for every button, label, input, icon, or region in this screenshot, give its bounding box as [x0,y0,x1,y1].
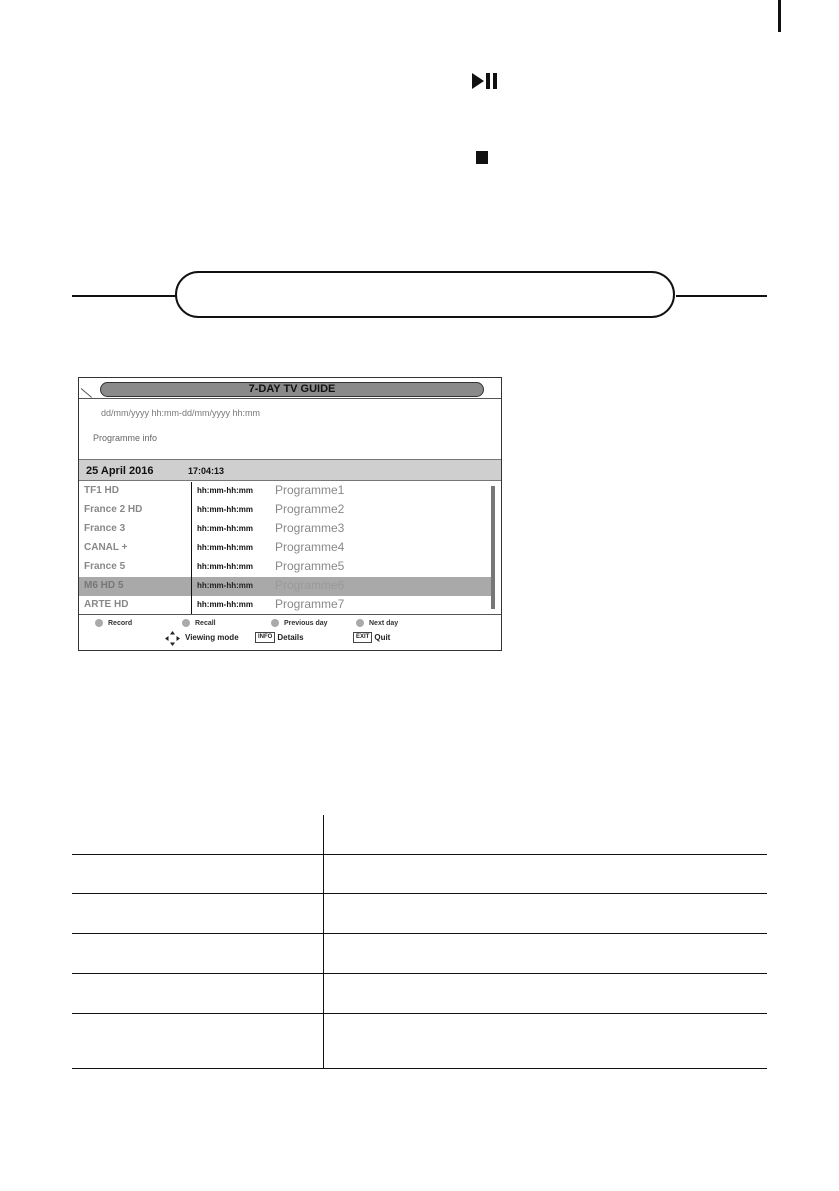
programme-title: Programme6 [275,578,345,592]
previous-day-label: Previous day [284,620,328,627]
color-button-icon [95,619,103,627]
details-label: Details [277,633,304,642]
color-button-icon [182,619,190,627]
channel-name: CANAL + [84,542,128,553]
quit-label: Quit [374,633,391,642]
channel-name: France 5 [84,561,126,572]
table-row-line [72,1013,767,1014]
info-hint [255,632,304,644]
programme-title: Programme7 [275,597,345,611]
channel-row-selected[interactable] [79,577,495,596]
guide-tab-edge [81,388,92,398]
section-heading-banner [175,271,675,318]
programme-time: hh:mm-hh:mm [197,505,253,514]
page-corner-mark [778,0,781,32]
channel-row[interactable] [79,596,495,615]
guide-footer [79,614,501,651]
color-button-icon [271,619,279,627]
info-key: INFO [255,632,275,643]
table-row-line [72,1068,767,1069]
record-label: Record [108,620,133,627]
channel-row[interactable] [79,539,495,558]
next-day-label: Next day [369,620,399,627]
guide-date: 25 April 2016 [86,465,154,477]
section-rule-right [676,295,767,297]
channel-name: ARTE HD [84,599,129,610]
channel-row[interactable] [79,501,495,520]
exit-hint [353,632,390,644]
table-row-line [72,893,767,894]
channel-list [79,482,501,614]
programme-time: hh:mm-hh:mm [197,581,253,590]
previous-day-hint [271,619,328,628]
column-divider [191,482,192,614]
programme-time: hh:mm-hh:mm [197,562,253,571]
guide-time-range: dd/mm/yyyy hh:mm-dd/mm/yyyy hh:mm [101,408,261,418]
recall-hint [182,619,216,628]
navigation-arrows-icon [165,631,180,646]
table-row-line [72,854,767,855]
table-row-line [72,933,767,934]
guide-title: 7-DAY TV GUIDE [100,382,484,397]
programme-time: hh:mm-hh:mm [197,600,253,609]
channel-name: TF1 HD [84,485,119,496]
next-day-hint [356,619,398,628]
recall-label: Recall [195,620,216,627]
stop-icon [476,151,488,164]
tv-guide-screenshot [78,377,502,651]
guide-programme-info: Programme info [93,433,158,443]
channel-name: M6 HD 5 [84,580,124,591]
play-pause-icon [471,72,499,90]
guide-header-line [79,398,501,399]
table-row-line [72,973,767,974]
channel-name: France 3 [84,523,126,534]
programme-title: Programme2 [275,502,345,516]
channel-row[interactable] [79,558,495,577]
programme-time: hh:mm-hh:mm [197,543,253,552]
channel-row[interactable] [79,482,495,501]
color-button-icon [356,619,364,627]
channel-name: France 2 HD [84,504,143,515]
record-hint [95,619,132,628]
programme-title: Programme4 [275,540,345,554]
exit-key: EXIT [353,632,372,643]
programme-time: hh:mm-hh:mm [197,524,253,533]
guide-scrollbar[interactable] [491,486,495,609]
programme-title: Programme3 [275,521,345,535]
programme-title: Programme1 [275,483,345,497]
guide-clock: 17:04:13 [188,466,225,476]
channel-row[interactable] [79,520,495,539]
viewing-mode-hint: Viewing mode [185,633,239,642]
programme-title: Programme5 [275,559,345,573]
programme-time: hh:mm-hh:mm [197,486,253,495]
guide-date-bar [79,459,501,481]
section-rule-left [72,295,176,297]
